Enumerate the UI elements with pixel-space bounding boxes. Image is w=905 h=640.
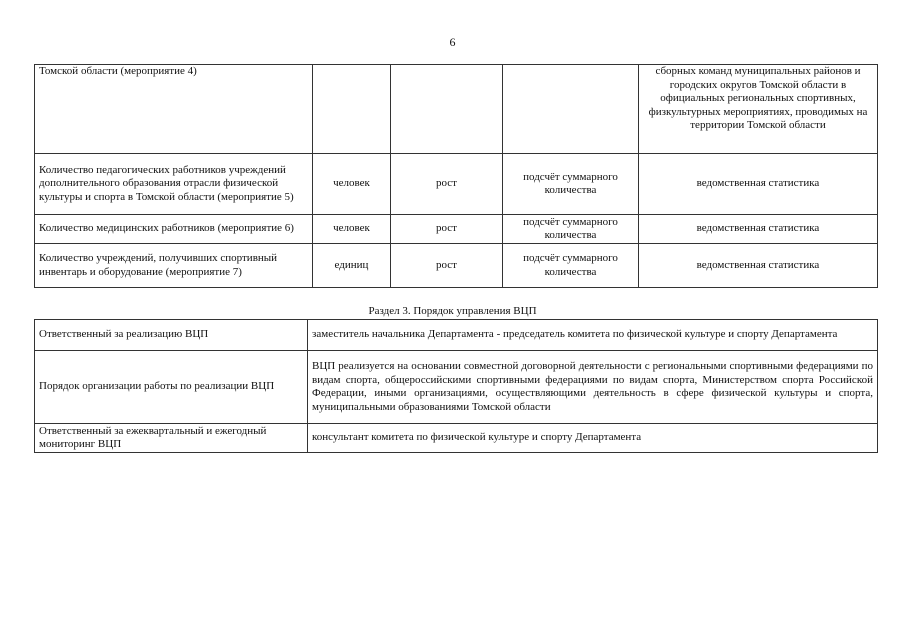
key-cell: Ответственный за реализацию ВЦП: [35, 320, 308, 351]
trend-cell: рост: [391, 215, 503, 244]
indicator-name-cell: Томской области (мероприятие 4): [35, 65, 313, 154]
indicator-name-cell: Количество педагогических работников учреждений дополнительного образования отрасли физической культуры и спорта в Томской области (мероприятие 5): [35, 154, 313, 215]
unit-cell: человек: [313, 154, 391, 215]
value-cell: консультант комитета по физической культуре и спорту Департамента: [308, 424, 878, 453]
value-cell: ВЦП реализуется на основании совместной договорной деятельности с региональными спортивными федерациями по видам спорта, общероссийскими спортивными федерациями по видам спорта, Министерством спорта Российской Федерации, иными организациями, осуществляющими деятельность в сфере физической культуры и спорта, муниципальными образованиями Томской области: [308, 351, 878, 424]
table-row: [35, 154, 878, 215]
table-row: [35, 424, 878, 453]
source-cell: ведомственная статистика: [639, 154, 878, 215]
table-row: [35, 215, 878, 244]
method-cell: подсчёт суммарного количества: [503, 244, 639, 288]
trend-cell: рост: [391, 244, 503, 288]
table-row: [35, 65, 878, 154]
key-cell: Ответственный за ежеквартальный и ежегодный мониторинг ВЦП: [35, 424, 308, 453]
method-cell: подсчёт суммарного количества: [503, 215, 639, 244]
key-cell: Порядок организации работы по реализации ВЦП: [35, 351, 308, 424]
indicator-name-cell: Количество учреждений, получивших спортивный инвентарь и оборудование (мероприятие 7): [35, 244, 313, 288]
value-cell: заместитель начальника Департамента - председатель комитета по физической культуре и спорту Департамента: [308, 320, 878, 351]
indicator-name-cell: Количество медицинских работников (мероприятие 6): [35, 215, 313, 244]
trend-cell: [391, 65, 503, 154]
table-row: [35, 351, 878, 424]
source-cell: сборных команд муниципальных районов и городских округов Томской области в официальных региональных спортивных, физкультурных мероприятиях, проводимых на территории Томской области: [639, 65, 878, 154]
unit-cell: единиц: [313, 244, 391, 288]
source-cell: ведомственная статистика: [639, 244, 878, 288]
method-cell: [503, 65, 639, 154]
source-cell: ведомственная статистика: [639, 215, 878, 244]
unit-cell: [313, 65, 391, 154]
table-row: [35, 320, 878, 351]
management-table: [34, 319, 878, 453]
table-row: [35, 244, 878, 288]
section-title: Раздел 3. Порядок управления ВЦП: [368, 305, 537, 317]
page-number: 6: [449, 35, 456, 49]
indicators-table: [34, 64, 878, 288]
trend-cell: рост: [391, 154, 503, 215]
method-cell: подсчёт суммарного количества: [503, 154, 639, 215]
unit-cell: человек: [313, 215, 391, 244]
